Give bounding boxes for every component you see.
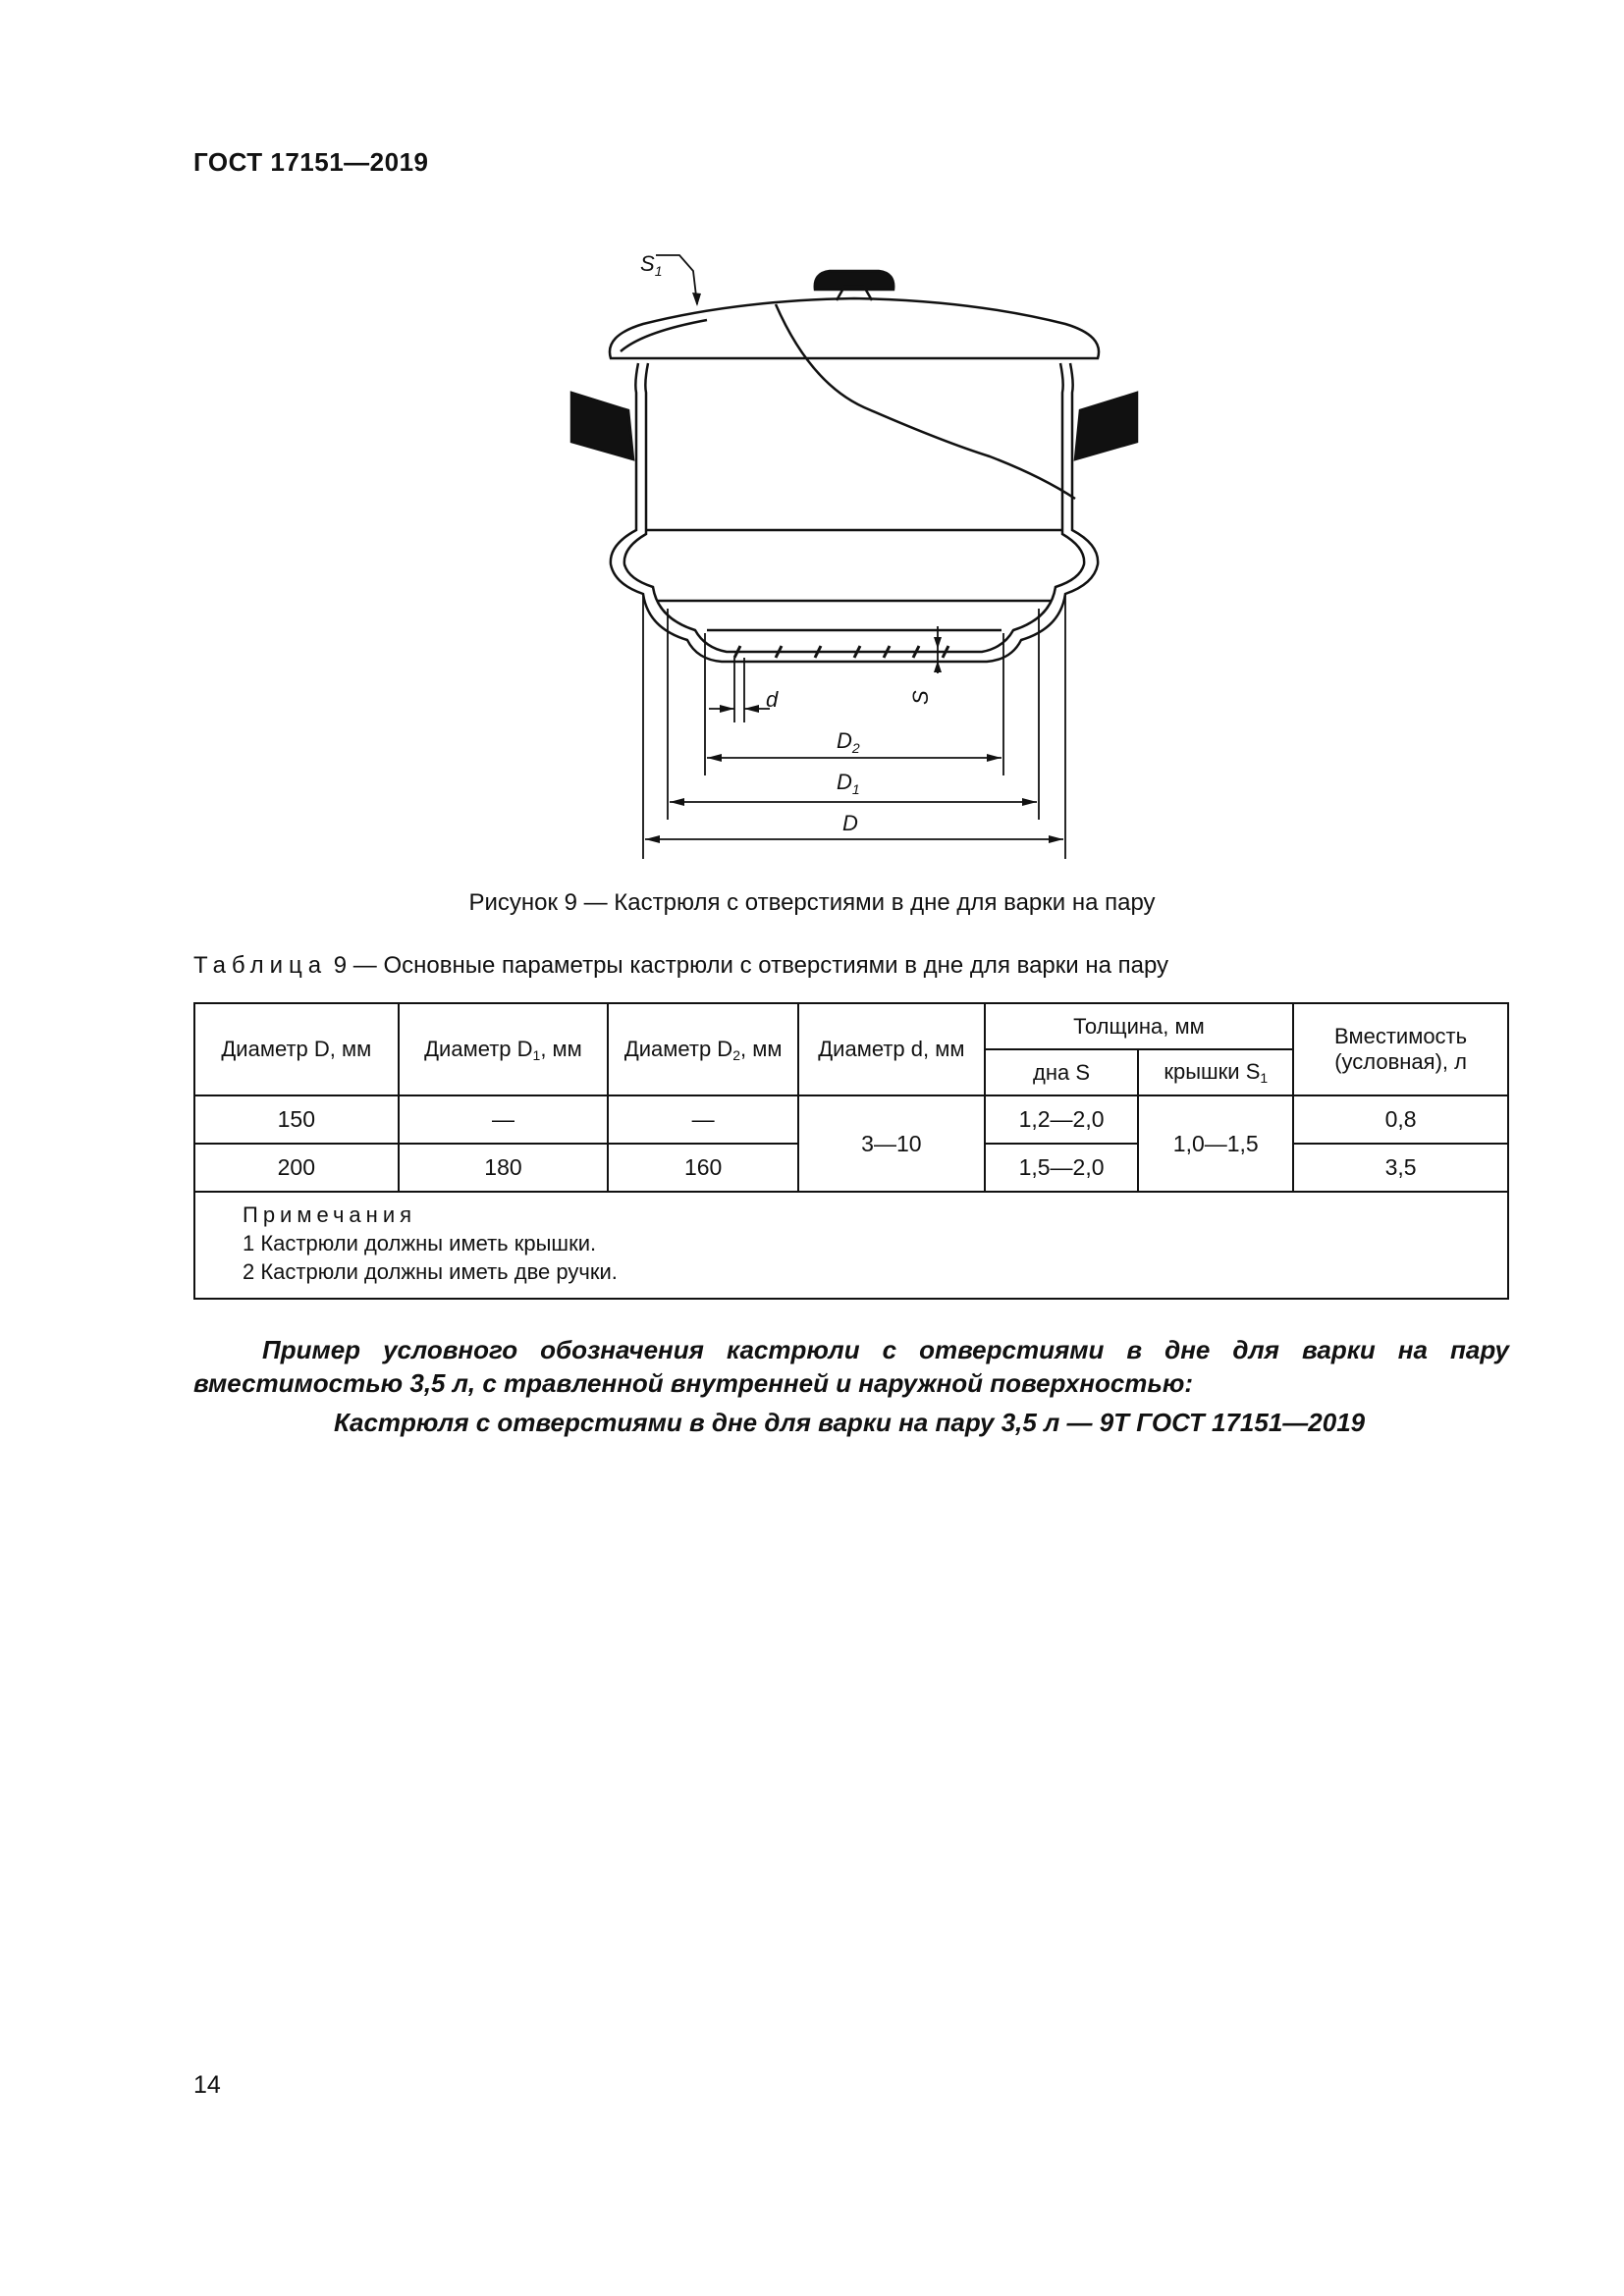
header-capacity: Вместимость (условная), л — [1293, 1003, 1508, 1095]
cell-s-lid: 1,0—1,5 — [1138, 1095, 1293, 1192]
note-item: 1 Кастрюли должны иметь крышки. — [243, 1231, 597, 1255]
label-s1: $S_1$ — [640, 251, 663, 279]
lid-inner-line — [621, 320, 707, 351]
header-lid-thickness: крышки $S_1$ — [1138, 1049, 1293, 1095]
table-row — [194, 1095, 1508, 1144]
label-D: D — [842, 811, 858, 835]
note-item: 2 Кастрюли должны иметь две ручки. — [243, 1259, 618, 1284]
table-title-text: 9 — Основные параметры кастрюли с отверстиями в дне для варки на пару — [327, 952, 1169, 979]
cell-D: 150 — [194, 1095, 399, 1144]
cell-capacity: 3,5 — [1293, 1144, 1508, 1192]
label-d: d — [766, 687, 779, 712]
cell-D: 200 — [194, 1144, 399, 1192]
cell-D2: 160 — [608, 1144, 798, 1192]
label-d2: $D_2$ — [837, 728, 860, 756]
header-diameter-D2: Диаметр $D_2$, мм — [608, 1003, 798, 1095]
pot-body-inner — [624, 363, 1084, 652]
left-handle — [571, 393, 633, 459]
right-handle — [1075, 393, 1137, 459]
lid-outline — [610, 298, 1099, 358]
label-d1: $D_1$ — [837, 770, 860, 797]
cutaway-line — [776, 304, 1075, 499]
table-notes — [194, 1192, 1508, 1299]
table-title — [193, 952, 1168, 980]
header-diameter-D1: Диаметр $D_1$, мм — [399, 1003, 609, 1095]
designation-example: Кастрюля с отверстиями в дне для варки на пару 3,5 л — 9Т ГОСТ 17151—2019 — [334, 1408, 1366, 1437]
parameters-table — [193, 1002, 1509, 1300]
cell-s-bottom: 1,2—2,0 — [985, 1095, 1139, 1144]
header-bottom-thickness: дна S — [985, 1049, 1139, 1095]
designation-example-text: Пример условного обозначения кастрюли с отверстиями в дне для варки на пару вместимостью 3,5 л, с травленной внутренней и наружной поверхностью: — [193, 1335, 1509, 1398]
document-header: ГОСТ 17151—2019 — [193, 147, 429, 177]
header-diameter-d: Диаметр d, мм — [798, 1003, 985, 1095]
cell-D2: — — [608, 1095, 798, 1144]
page-number: 14 — [193, 2071, 221, 2099]
figure-caption: Рисунок 9 — Кастрюля с отверстиями в дне для варки на пару — [468, 889, 1156, 916]
cell-d: 3—10 — [798, 1095, 985, 1192]
dim-arrows — [645, 293, 1063, 843]
cell-D1: 180 — [399, 1144, 609, 1192]
cell-D1: — — [399, 1095, 609, 1144]
pot-drawing-svg — [550, 236, 1139, 864]
label-s: S — [908, 690, 933, 705]
header-thickness: Толщина, мм — [985, 1003, 1293, 1049]
header-diameter-D: Диаметр D, мм — [194, 1003, 399, 1095]
cell-s-bottom: 1,5—2,0 — [985, 1144, 1139, 1192]
pot-body-outer — [611, 363, 1098, 662]
table-title-word: Таблица — [193, 952, 328, 979]
cell-capacity: 0,8 — [1293, 1095, 1508, 1144]
pot-drawing — [550, 236, 1139, 864]
notes-title: Примечания — [243, 1202, 417, 1227]
